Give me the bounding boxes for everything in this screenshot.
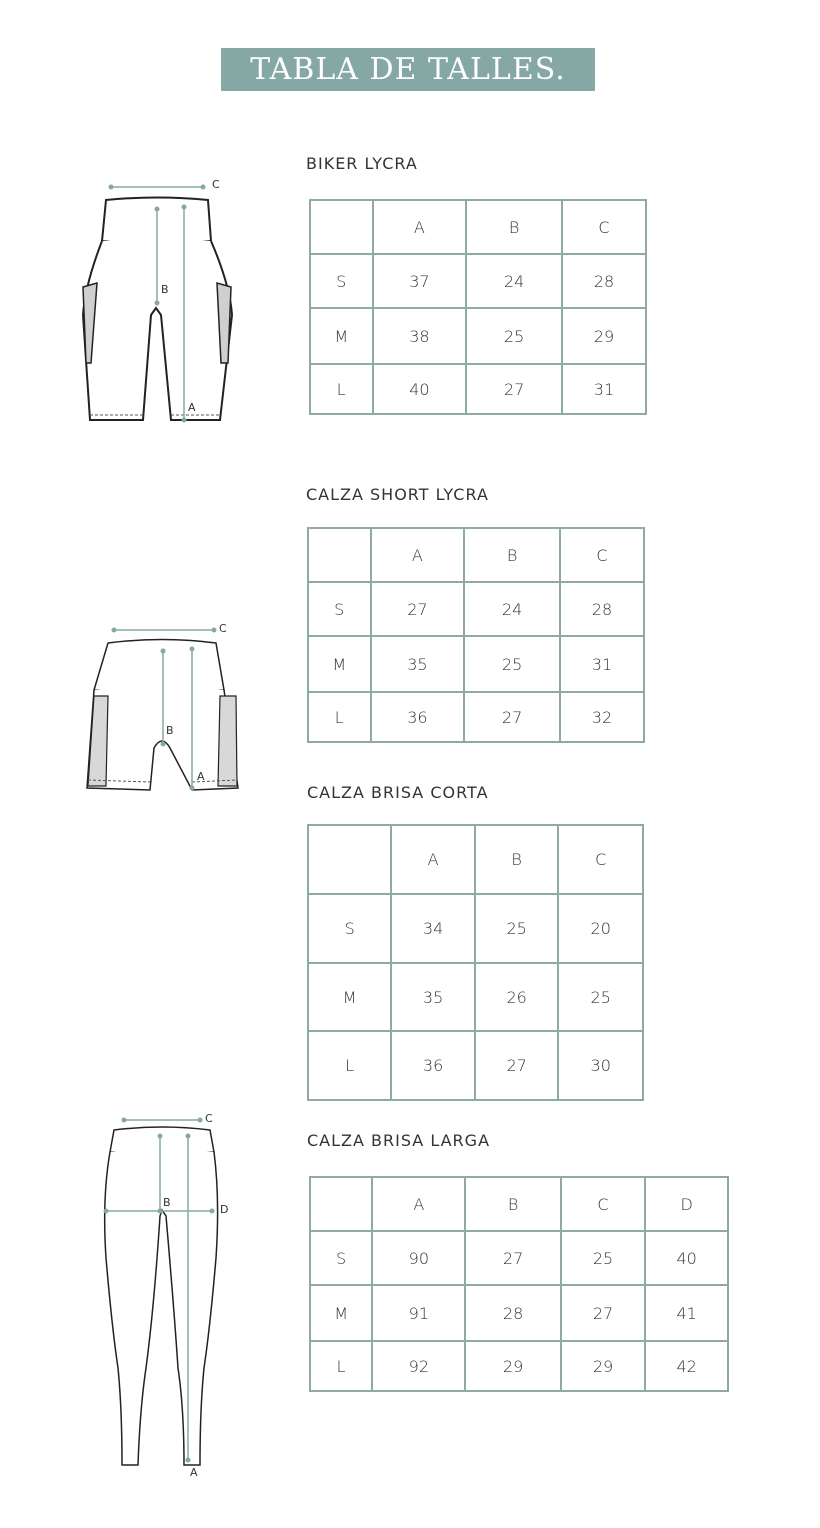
calza-short-diagram xyxy=(80,618,250,798)
table-row xyxy=(308,963,643,1031)
table-cell: 92 xyxy=(372,1341,465,1391)
table-cell: 29 xyxy=(465,1341,560,1391)
table-cell: 40 xyxy=(373,364,467,414)
table-cell: 27 xyxy=(371,582,465,636)
table-row xyxy=(310,254,646,308)
section-title-calza-brisa-larga: CALZA BRISA LARGA xyxy=(307,1131,491,1150)
table-header-cell: B xyxy=(475,825,559,894)
table-cell: 24 xyxy=(466,254,562,308)
table-cell: 35 xyxy=(391,963,475,1031)
table-cell xyxy=(310,1177,372,1231)
table-header-cell: B xyxy=(465,1177,560,1231)
table-header-row xyxy=(308,825,643,894)
table-row xyxy=(308,692,644,742)
size-label: S xyxy=(310,1231,372,1285)
size-table-biker-lycra xyxy=(309,199,647,415)
size-label: S xyxy=(310,254,373,308)
table-cell: 40 xyxy=(645,1231,728,1285)
table-cell: 36 xyxy=(391,1031,475,1100)
table-cell: 91 xyxy=(372,1285,465,1341)
table-cell: 20 xyxy=(558,894,643,963)
table-cell: 26 xyxy=(475,963,559,1031)
table-cell: 28 xyxy=(560,582,644,636)
table-cell: 35 xyxy=(371,636,465,692)
table-cell xyxy=(308,528,371,582)
page-title: TABLA DE TALLES. xyxy=(250,52,566,87)
table-row xyxy=(310,1231,728,1285)
section-title-calza-short-lycra: CALZA SHORT LYCRA xyxy=(306,485,489,504)
table-cell: 32 xyxy=(560,692,644,742)
calza-larga-diagram xyxy=(90,1108,250,1483)
measure-label: B xyxy=(163,1196,171,1209)
table-cell: 28 xyxy=(465,1285,560,1341)
table-cell: 25 xyxy=(464,636,560,692)
measure-label: A xyxy=(188,401,196,414)
measure-label: C xyxy=(205,1112,213,1125)
table-row xyxy=(310,364,646,414)
size-table-calza-brisa-corta xyxy=(307,824,644,1101)
table-row xyxy=(308,582,644,636)
table-cell: 25 xyxy=(558,963,643,1031)
table-cell: 41 xyxy=(645,1285,728,1341)
table-header-cell: D xyxy=(645,1177,728,1231)
table-cell: 34 xyxy=(391,894,475,963)
table-cell: 90 xyxy=(372,1231,465,1285)
size-table-calza-short-lycra xyxy=(307,527,645,743)
table-header-cell: A xyxy=(371,528,465,582)
table-cell: 29 xyxy=(561,1341,646,1391)
section-title-biker-lycra: BIKER LYCRA xyxy=(306,154,418,173)
table-header-cell: C xyxy=(558,825,643,894)
table-header-row xyxy=(308,528,644,582)
measure-label: C xyxy=(212,178,220,191)
table-cell xyxy=(308,825,391,894)
table-cell: 37 xyxy=(373,254,467,308)
table-cell: 27 xyxy=(561,1285,646,1341)
table-header-cell: A xyxy=(391,825,475,894)
table-row xyxy=(310,1341,728,1391)
table-header-cell: A xyxy=(373,200,467,254)
size-table-calza-brisa-larga xyxy=(309,1176,729,1392)
measure-label: A xyxy=(190,1466,198,1479)
table-cell: 31 xyxy=(562,364,646,414)
table-cell: 27 xyxy=(464,692,560,742)
table-row xyxy=(310,1285,728,1341)
table-cell: 25 xyxy=(561,1231,646,1285)
biker-shorts-diagram xyxy=(75,175,245,430)
table-cell: 28 xyxy=(562,254,646,308)
table-cell: 25 xyxy=(466,308,562,364)
table-header-cell: B xyxy=(466,200,562,254)
size-label: M xyxy=(310,1285,372,1341)
table-header-cell: C xyxy=(560,528,644,582)
table-header-row xyxy=(310,200,646,254)
measure-label: D xyxy=(220,1203,229,1216)
table-header-cell: C xyxy=(562,200,646,254)
table-header-cell: A xyxy=(372,1177,465,1231)
size-label: M xyxy=(310,308,373,364)
table-cell xyxy=(310,200,373,254)
size-label: M xyxy=(308,636,371,692)
table-cell: 42 xyxy=(645,1341,728,1391)
table-row xyxy=(308,636,644,692)
table-header-cell: B xyxy=(464,528,560,582)
table-cell: 38 xyxy=(373,308,467,364)
section-title-calza-brisa-corta: CALZA BRISA CORTA xyxy=(307,783,489,802)
measure-label: B xyxy=(161,283,169,296)
table-cell: 27 xyxy=(475,1031,559,1100)
measure-label: A xyxy=(197,770,205,783)
measure-label: C xyxy=(219,622,227,635)
size-label: M xyxy=(308,963,391,1031)
table-header-row xyxy=(310,1177,728,1231)
table-cell: 36 xyxy=(371,692,465,742)
table-row xyxy=(310,308,646,364)
table-cell: 24 xyxy=(464,582,560,636)
measure-label: B xyxy=(166,724,174,737)
title-banner xyxy=(221,48,595,91)
table-cell: 30 xyxy=(558,1031,643,1100)
size-label: S xyxy=(308,894,391,963)
table-cell: 31 xyxy=(560,636,644,692)
size-label: L xyxy=(308,1031,391,1100)
table-cell: 29 xyxy=(562,308,646,364)
size-label: L xyxy=(310,364,373,414)
size-label: S xyxy=(308,582,371,636)
size-label: L xyxy=(308,692,371,742)
table-header-cell: C xyxy=(561,1177,646,1231)
table-row xyxy=(308,894,643,963)
table-row xyxy=(308,1031,643,1100)
table-cell: 25 xyxy=(475,894,559,963)
size-label: L xyxy=(310,1341,372,1391)
table-cell: 27 xyxy=(466,364,562,414)
table-cell: 27 xyxy=(465,1231,560,1285)
